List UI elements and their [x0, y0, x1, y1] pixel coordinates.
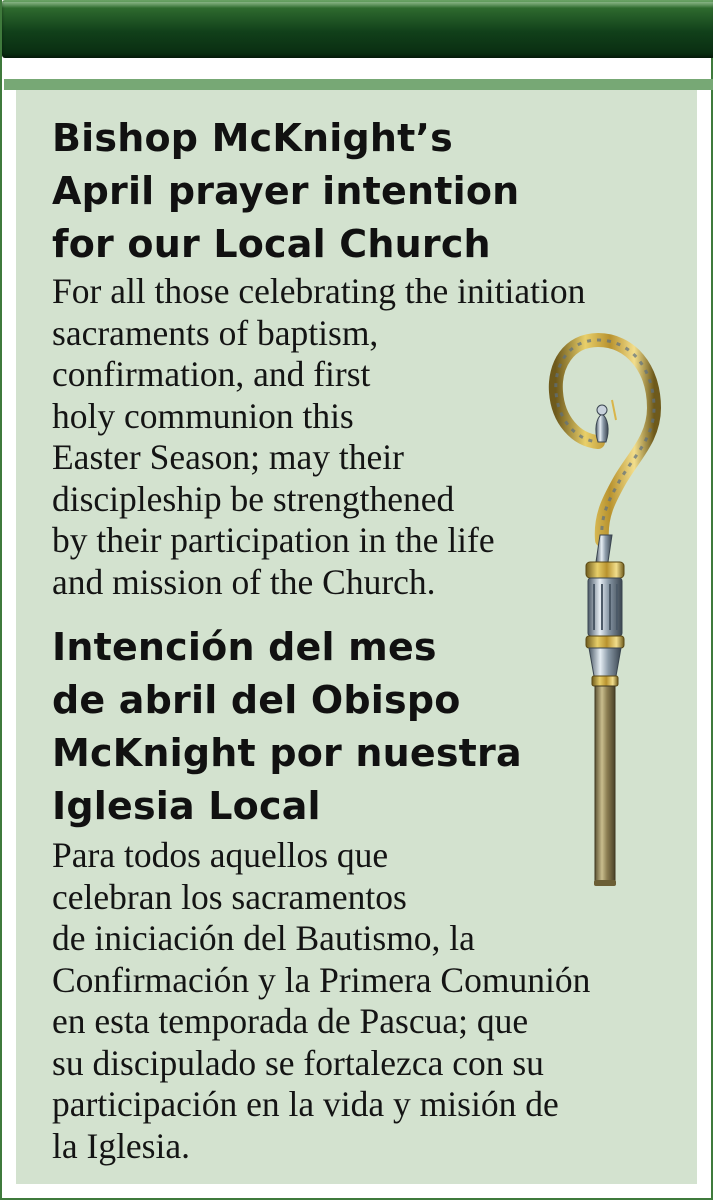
accent-bar: [4, 79, 713, 90]
spanish-heading: Intención del mes de abril del Obispo McKnight por nuestra Iglesia Local: [52, 625, 522, 828]
english-heading: Bishop McKnight’s April prayer intention for our Local Church: [52, 116, 520, 266]
top-banner: [2, 0, 713, 58]
spanish-prayer-text: Para todos aquellos que celebran los sacramentos de iniciación del Bautismo, la Confirmación y la Primera Comunión en esta temporada de Pascua; que su discipulado se fortalezca con su participación en la vida y misión de la Iglesia.: [52, 835, 591, 1166]
crozier-icon: [542, 330, 672, 890]
english-prayer-text: For all those celebrating the initiation sacraments of baptism, confirmation, and first holy communion this Easter Season; may their discipleship be strengthened by their participation in the life and mission of the Church.: [52, 271, 586, 602]
